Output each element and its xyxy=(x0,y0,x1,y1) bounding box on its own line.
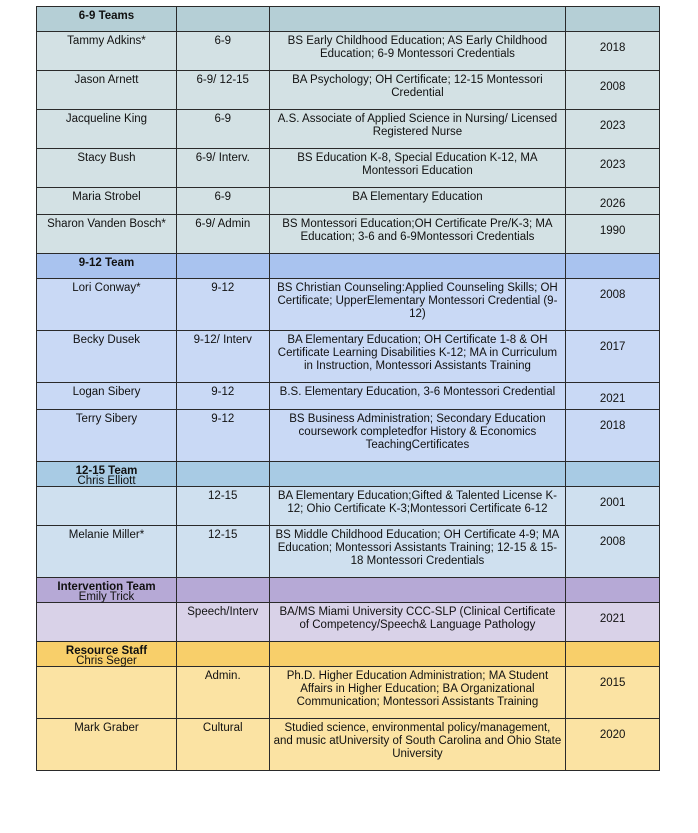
staff-credentials: BS Middle Childhood Education; OH Certificate 4-9; MA Education; Montessori Assistants Training; 12-15 & 15-18 Montessori Credentials xyxy=(269,526,566,578)
staff-level: 12-15 xyxy=(176,487,269,526)
section-title: 9-12 Team xyxy=(78,257,135,269)
staff-row xyxy=(37,667,660,719)
staff-row xyxy=(37,188,660,215)
section-title: 6-9 Teams xyxy=(78,10,135,22)
staff-table xyxy=(36,6,660,771)
staff-level: 6-9/ Interv. xyxy=(176,149,269,188)
staff-level: 9-12 xyxy=(176,410,269,462)
staff-name: Chris Elliott xyxy=(77,475,136,487)
staff-year-cell xyxy=(566,32,660,71)
staff-credentials: BA/MS Miami University CCC-SLP (Clinical Certificate of Competency/Speech& Language Pathology xyxy=(269,603,566,642)
staff-table-body xyxy=(37,7,660,771)
staff-year-cell xyxy=(566,149,660,188)
staff-level: 9-12 xyxy=(176,279,269,331)
section-header xyxy=(37,254,660,279)
staff-credentials: BA Elementary Education;Gifted & Talented License K-12; Ohio Certificate K-3;Montessori Certificate 6-12 xyxy=(269,487,566,526)
section-header-blank xyxy=(269,254,566,279)
section-header-blank xyxy=(176,462,269,487)
staff-credentials: BS Christian Counseling:Applied Counseling Skills; OH Certificate; UpperElementary Montessori Credential (9-12) xyxy=(269,279,566,331)
section-title-wrap xyxy=(41,10,172,23)
staff-year-cell xyxy=(566,71,660,110)
section-title-cell xyxy=(37,642,177,667)
staff-row xyxy=(37,487,660,526)
staff-row xyxy=(37,279,660,331)
section-header xyxy=(37,7,660,32)
staff-year: 2021 xyxy=(599,393,626,405)
staff-year-cell xyxy=(566,279,660,331)
staff-name: Melanie Miller* xyxy=(37,526,177,578)
section-header-blank xyxy=(269,7,566,32)
staff-year: 2023 xyxy=(599,120,626,132)
staff-year: 2018 xyxy=(599,420,626,432)
staff-row xyxy=(37,331,660,383)
staff-year-cell xyxy=(566,215,660,254)
section-header-blank xyxy=(566,462,660,487)
staff-name: Tammy Adkins* xyxy=(37,32,177,71)
section-title-cell xyxy=(37,578,177,603)
section-header-blank xyxy=(566,642,660,667)
staff-year: 2017 xyxy=(599,341,626,353)
staff-name: Emily Trick xyxy=(78,591,135,603)
section-title: 12-15 Team xyxy=(75,465,138,477)
staff-year: 2015 xyxy=(599,677,626,689)
staff-row xyxy=(37,526,660,578)
section-title-wrap xyxy=(41,581,172,603)
section-header-blank xyxy=(176,7,269,32)
staff-name: Mark Graber xyxy=(37,719,177,771)
section-header-blank xyxy=(566,7,660,32)
section-title-cell xyxy=(37,462,177,487)
staff-row xyxy=(37,110,660,149)
section-header-blank xyxy=(566,254,660,279)
staff-name: Jacqueline King xyxy=(37,110,177,149)
staff-row xyxy=(37,32,660,71)
staff-credentials: Studied science, environmental policy/management, and music atUniversity of South Carolina and Ohio State University xyxy=(269,719,566,771)
section-header xyxy=(37,462,660,487)
staff-credentials: BS Business Administration; Secondary Education coursework completedfor History & Economics TeachingCertificates xyxy=(269,410,566,462)
staff-level: 9-12 xyxy=(176,383,269,410)
staff-year: 2008 xyxy=(599,536,626,548)
section-header-blank xyxy=(269,462,566,487)
staff-name: Lori Conway* xyxy=(37,279,177,331)
staff-year-cell xyxy=(566,667,660,719)
section-title-wrap xyxy=(41,645,172,667)
section-header-blank xyxy=(566,578,660,603)
staff-level: 9-12/ Interv xyxy=(176,331,269,383)
staff-year: 2020 xyxy=(599,729,626,741)
staff-credentials: Ph.D. Higher Education Administration; MA Student Affairs in Higher Education; BA Organizational Communication; Montessori Assistants Training xyxy=(269,667,566,719)
staff-year: 2021 xyxy=(599,613,626,625)
staff-year-cell xyxy=(566,331,660,383)
staff-year: 2008 xyxy=(599,289,626,301)
staff-year-cell xyxy=(566,410,660,462)
section-header xyxy=(37,642,660,667)
staff-level: Admin. xyxy=(176,667,269,719)
staff-level: 6-9/ 12-15 xyxy=(176,71,269,110)
staff-name xyxy=(37,603,177,642)
staff-level: 6-9 xyxy=(176,110,269,149)
staff-name: Becky Dusek xyxy=(37,331,177,383)
staff-row xyxy=(37,719,660,771)
staff-name: Sharon Vanden Bosch* xyxy=(37,215,177,254)
section-title-wrap xyxy=(41,257,172,270)
staff-year: 2008 xyxy=(599,81,626,93)
staff-year-cell xyxy=(566,526,660,578)
section-title-cell xyxy=(37,7,177,32)
staff-credentials: BS Education K-8, Special Education K-12, MA Montessori Education xyxy=(269,149,566,188)
staff-year: 2018 xyxy=(599,42,626,54)
section-title-wrap xyxy=(41,465,172,487)
staff-name: Jason Arnett xyxy=(37,71,177,110)
staff-row xyxy=(37,215,660,254)
section-header-blank xyxy=(269,578,566,603)
section-header-blank xyxy=(176,578,269,603)
staff-level: 6-9 xyxy=(176,32,269,71)
staff-name xyxy=(37,487,177,526)
staff-year: 2001 xyxy=(599,497,626,509)
staff-row xyxy=(37,383,660,410)
staff-year-cell xyxy=(566,603,660,642)
staff-credentials: BA Elementary Education; OH Certificate 1-8 & OH Certificate Learning Disabilities K-12; MA in Curriculum in Instruction, Montessori Assistants Training xyxy=(269,331,566,383)
section-header xyxy=(37,578,660,603)
staff-year-cell xyxy=(566,487,660,526)
staff-name xyxy=(37,667,177,719)
staff-name: Terry Sibery xyxy=(37,410,177,462)
staff-credentials: BS Early Childhood Education; AS Early Childhood Education; 6-9 Montessori Credentials xyxy=(269,32,566,71)
section-header-blank xyxy=(269,642,566,667)
staff-row xyxy=(37,603,660,642)
section-header-blank xyxy=(176,254,269,279)
staff-level: 6-9 xyxy=(176,188,269,215)
staff-name: Stacy Bush xyxy=(37,149,177,188)
staff-level: 12-15 xyxy=(176,526,269,578)
staff-row xyxy=(37,410,660,462)
staff-year: 2023 xyxy=(599,159,626,171)
staff-credentials: BA Elementary Education xyxy=(269,188,566,215)
staff-name: Maria Strobel xyxy=(37,188,177,215)
staff-level: Cultural xyxy=(176,719,269,771)
staff-credentials: BA Psychology; OH Certificate; 12-15 Montessori Credential xyxy=(269,71,566,110)
staff-year-cell xyxy=(566,110,660,149)
staff-row xyxy=(37,71,660,110)
staff-level: Speech/Interv xyxy=(176,603,269,642)
staff-row xyxy=(37,149,660,188)
staff-year-cell xyxy=(566,188,660,215)
staff-year: 1990 xyxy=(599,225,626,237)
staff-year-cell xyxy=(566,383,660,410)
staff-name: Logan Sibery xyxy=(37,383,177,410)
staff-year: 2026 xyxy=(599,198,626,210)
staff-credentials: A.S. Associate of Applied Science in Nursing/ Licensed Registered Nurse xyxy=(269,110,566,149)
staff-credentials: B.S. Elementary Education, 3-6 Montessori Credential xyxy=(269,383,566,410)
section-title-cell xyxy=(37,254,177,279)
staff-level: 6-9/ Admin xyxy=(176,215,269,254)
section-header-blank xyxy=(176,642,269,667)
section-title: Intervention Team xyxy=(57,581,156,593)
staff-credentials: BS Montessori Education;OH Certificate Pre/K-3; MA Education; 3-6 and 6-9Montessori Credentials xyxy=(269,215,566,254)
staff-name: Chris Seger xyxy=(76,655,137,667)
section-title: Resource Staff xyxy=(65,645,148,657)
staff-year-cell xyxy=(566,719,660,771)
